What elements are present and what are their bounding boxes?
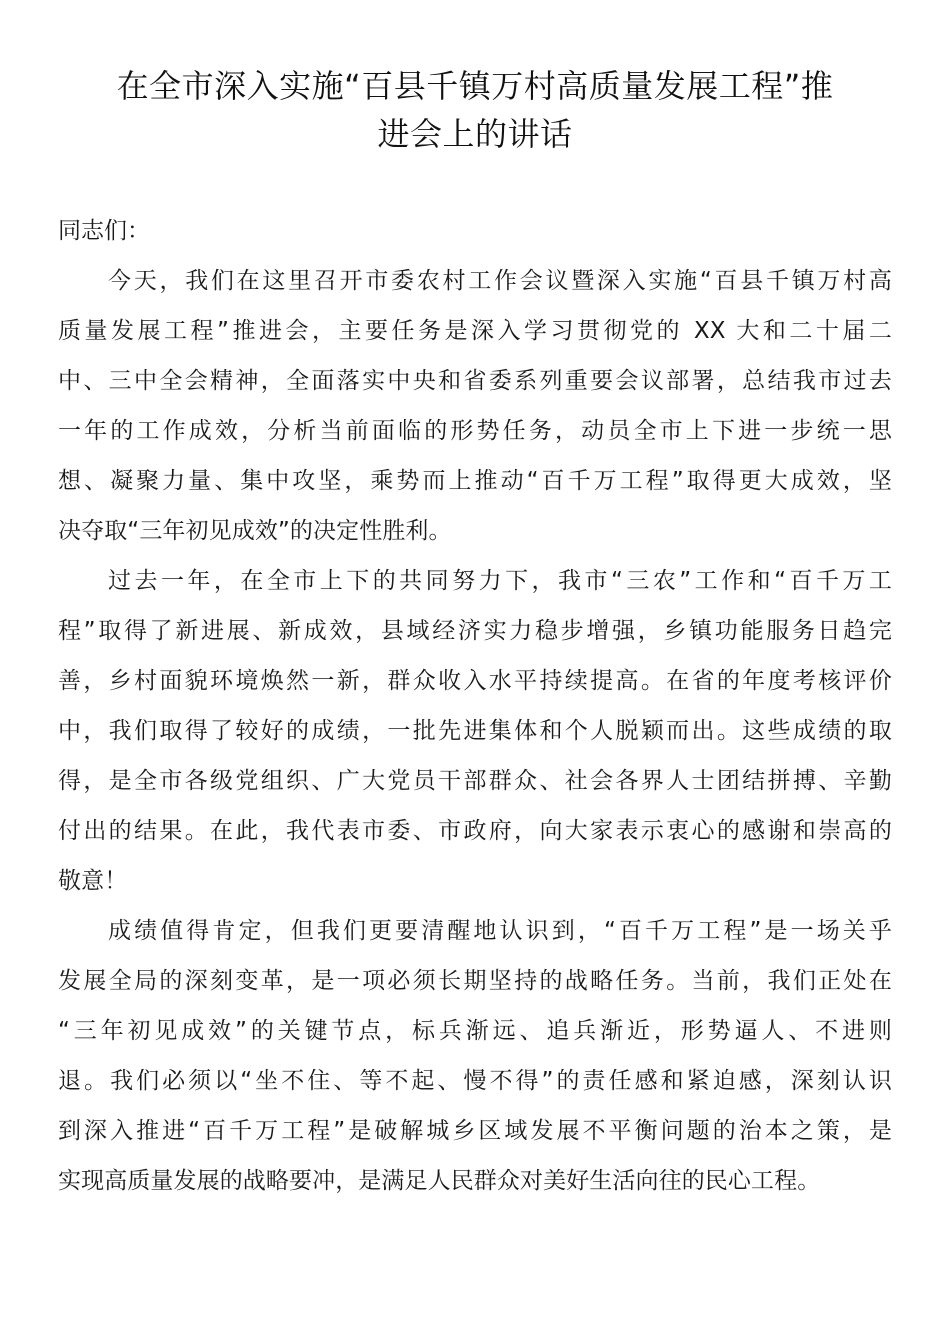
paragraph-line: 一年的工作成效，分析当前面临的形势任务，动员全市上下进一步统一思 — [58, 418, 892, 444]
paragraph-line: 中、三中全会精神，全面落实中央和省委系列重要会议部署，总结我市过去 — [58, 368, 892, 394]
paragraph-line: 决夺取“三年初见成效”的决定性胜利。 — [58, 518, 452, 544]
paragraph-line: 付出的结果。在此，我代表市委、市政府，向大家表示衷心的感谢和崇高的 — [58, 818, 892, 844]
paragraph-line: 过去一年，在全市上下的共同努力下，我市“三农”工作和“百千万工 — [108, 568, 892, 594]
salutation: 同志们： — [58, 218, 150, 244]
paragraph-line: 成绩值得肯定，但我们更要清醒地认识到，“百千万工程”是一场关乎 — [108, 918, 892, 944]
paragraph-1 — [58, 256, 892, 556]
paragraph-line: 中，我们取得了较好的成绩，一批先进集体和个人脱颖而出。这些成绩的取 — [58, 718, 892, 744]
document-title — [58, 62, 892, 158]
paragraph-2 — [58, 556, 892, 906]
paragraph-line: 到深入推进“百千万工程”是破解城乡区域发展不平衡问题的治本之策，是 — [58, 1118, 892, 1144]
paragraph-line: 程”取得了新进展、新成效，县域经济实力稳步增强，乡镇功能服务日趋完 — [58, 618, 892, 644]
paragraph-line: 质量发展工程”推进会，主要任务是深入学习贯彻党的 XX 大和二十届二 — [58, 318, 892, 344]
paragraph-line: 退。我们必须以“坐不住、等不起、慢不得”的责任感和紧迫感，深刻认识 — [58, 1068, 892, 1094]
paragraph-line: 得，是全市各级党组织、广大党员干部群众、社会各界人士团结拼搏、辛勤 — [58, 768, 892, 794]
paragraph-line: 实现高质量发展的战略要冲，是满足人民群众对美好生活向往的民心工程。 — [58, 1168, 821, 1194]
paragraph-line: 今天，我们在这里召开市委农村工作会议暨深入实施“百县千镇万村高 — [108, 268, 892, 294]
paragraph-3 — [58, 906, 892, 1206]
paragraph-line: 想、凝聚力量、集中攻坚，乘势而上推动“百千万工程”取得更大成效，坚 — [58, 468, 892, 494]
paragraph-line: 发展全局的深刻变革，是一项必须长期坚持的战略任务。当前，我们正处在 — [58, 968, 892, 994]
document-title-line-2: 进会上的讲话 — [377, 115, 573, 153]
paragraph-line: 善，乡村面貌环境焕然一新，群众收入水平持续提高。在省的年度考核评价 — [58, 668, 892, 694]
paragraph-line: “三年初见成效”的关键节点，标兵渐远、追兵渐近，形势逼人、不进则 — [58, 1018, 892, 1044]
paragraph-line: 敬意！ — [58, 868, 128, 894]
document-title-line-1: 在全市深入实施“百县千镇万村高质量发展工程”推 — [116, 67, 834, 105]
